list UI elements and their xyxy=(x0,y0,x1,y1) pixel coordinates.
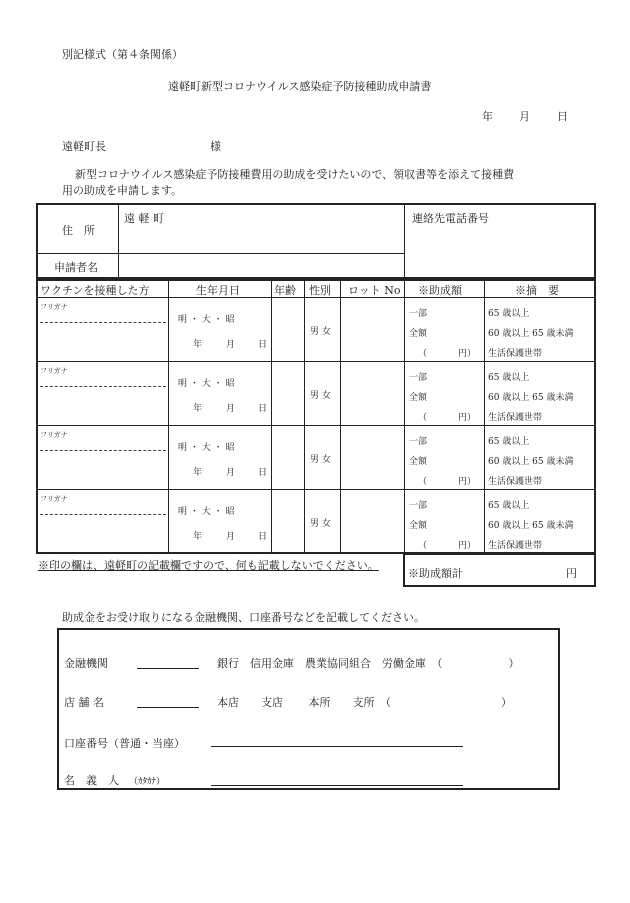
amount-yen: 円） xyxy=(458,541,477,551)
date-day-label: 日 xyxy=(557,110,568,123)
total-unit: 円 xyxy=(566,567,577,580)
header-vaccinated-person: ワクチンを接種した方 xyxy=(40,284,150,297)
remark-welfare: 生活保護世帯 xyxy=(488,413,543,423)
addressee: 遠軽町長 xyxy=(62,140,106,153)
remark-65-over: 65 歳以上 xyxy=(488,501,530,511)
remark-65-over: 65 歳以上 xyxy=(488,309,530,319)
header-remarks: ※摘 要 xyxy=(515,284,559,297)
remark-60-65: 60 歳以上 65 歳未満 xyxy=(488,457,574,467)
header-age: 年齢 xyxy=(274,284,296,297)
amount-yen: 円） xyxy=(458,349,477,359)
amount-full: 全額 xyxy=(409,329,428,339)
amount-open-paren: （ xyxy=(418,541,428,551)
footer-note: ※印の欄は、遠軽町の記載欄ですので、何も記載しないでください。 xyxy=(38,559,379,572)
era-options[interactable]: 明 ・ 大 ・ 昭 xyxy=(178,315,235,325)
era-options[interactable]: 明 ・ 大 ・ 昭 xyxy=(178,379,235,389)
furigana-label: フリガナ xyxy=(40,367,68,375)
contact-phone-label: 連絡先電話番号 xyxy=(412,212,489,225)
remark-welfare: 生活保護世帯 xyxy=(488,349,543,359)
form-reference: 別記様式（第４条関係） xyxy=(62,48,183,61)
address-value[interactable]: 遠 軽 町 xyxy=(124,212,164,225)
amount-full: 全額 xyxy=(409,457,428,467)
amount-yen: 円） xyxy=(458,413,477,423)
applicant-name-label: 申請者名 xyxy=(54,261,98,274)
remark-welfare: 生活保護世帯 xyxy=(488,541,543,551)
header-gender: 性別 xyxy=(309,284,331,297)
account-holder-kana-note: （ｶﾀｶﾅ） xyxy=(129,777,166,787)
remark-60-65: 60 歳以上 65 歳未満 xyxy=(488,329,574,339)
birth-day-label: 日 xyxy=(258,468,268,478)
amount-partial: 一部 xyxy=(409,437,428,447)
birth-month-label: 月 xyxy=(226,532,236,542)
account-holder-label: 名 義 人 xyxy=(64,774,119,787)
bank-instruction: 助成金をお受け取りになる金融機関、口座番号などを記載してください。 xyxy=(62,611,425,624)
branch-label: 店 舗 名 xyxy=(64,696,104,709)
furigana-label: フリガナ xyxy=(40,431,68,439)
remark-65-over: 65 歳以上 xyxy=(488,373,530,383)
address-label: 住 所 xyxy=(62,224,95,237)
birth-day-label: 日 xyxy=(258,340,268,350)
remark-65-over: 65 歳以上 xyxy=(488,437,530,447)
date-year-label: 年 xyxy=(482,110,493,123)
branch-options[interactable]: 本店 支店 本所 支所 （ ） xyxy=(217,696,512,709)
amount-open-paren: （ xyxy=(418,349,428,359)
amount-open-paren: （ xyxy=(418,413,428,423)
form-title: 遠軽町新型コロナウイルス感染症予防接種助成申請書 xyxy=(168,80,432,93)
birth-day-label: 日 xyxy=(258,404,268,414)
total-label: ※助成額計 xyxy=(408,567,463,580)
amount-partial: 一部 xyxy=(409,373,428,383)
birth-day-label: 日 xyxy=(258,532,268,542)
birth-year-label: 年 xyxy=(193,340,203,350)
birth-year-label: 年 xyxy=(193,404,203,414)
birth-month-label: 月 xyxy=(226,404,236,414)
account-number-line[interactable] xyxy=(211,746,463,747)
era-options[interactable]: 明 ・ 大 ・ 昭 xyxy=(178,443,235,453)
honorific: 様 xyxy=(210,140,221,153)
gender-options[interactable]: 男 女 xyxy=(310,327,331,337)
furigana-label: フリガナ xyxy=(40,495,68,503)
birth-month-label: 月 xyxy=(226,468,236,478)
header-lot-no: ロット No xyxy=(348,284,401,297)
institution-options[interactable]: 銀行 信用金庫 農業協同組合 労働金庫 （ ） xyxy=(217,657,520,670)
branch-name-line[interactable] xyxy=(137,707,199,708)
amount-yen: 円） xyxy=(458,477,477,487)
account-number-label: 口座番号（普通・当座） xyxy=(64,737,185,750)
institution-name-line[interactable] xyxy=(137,668,199,669)
furigana-label: フリガナ xyxy=(40,303,68,311)
birth-year-label: 年 xyxy=(193,532,203,542)
era-options[interactable]: 明 ・ 大 ・ 昭 xyxy=(178,507,235,517)
date-month-label: 月 xyxy=(519,110,530,123)
gender-options[interactable]: 男 女 xyxy=(310,519,331,529)
intro-text-line-1: 新型コロナウイルス感染症予防接種費用の助成を受けたいので、領収書等を添えて接種費 xyxy=(75,168,515,181)
amount-full: 全額 xyxy=(409,521,428,531)
amount-partial: 一部 xyxy=(409,309,428,319)
institution-label: 金融機関 xyxy=(64,657,108,670)
header-birthdate: 生年月日 xyxy=(196,284,240,297)
amount-open-paren: （ xyxy=(418,477,428,487)
remark-60-65: 60 歳以上 65 歳未満 xyxy=(488,393,574,403)
remark-welfare: 生活保護世帯 xyxy=(488,477,543,487)
applicant-box xyxy=(36,203,596,279)
header-subsidy-amount: ※助成額 xyxy=(418,284,462,297)
birth-month-label: 月 xyxy=(226,340,236,350)
intro-text-line-2: 用の助成を申請します。 xyxy=(62,184,183,197)
amount-full: 全額 xyxy=(409,393,428,403)
remark-60-65: 60 歳以上 65 歳未満 xyxy=(488,521,574,531)
birth-year-label: 年 xyxy=(193,468,203,478)
amount-partial: 一部 xyxy=(409,501,428,511)
account-holder-line[interactable] xyxy=(211,785,463,786)
gender-options[interactable]: 男 女 xyxy=(310,455,331,465)
gender-options[interactable]: 男 女 xyxy=(310,391,331,401)
